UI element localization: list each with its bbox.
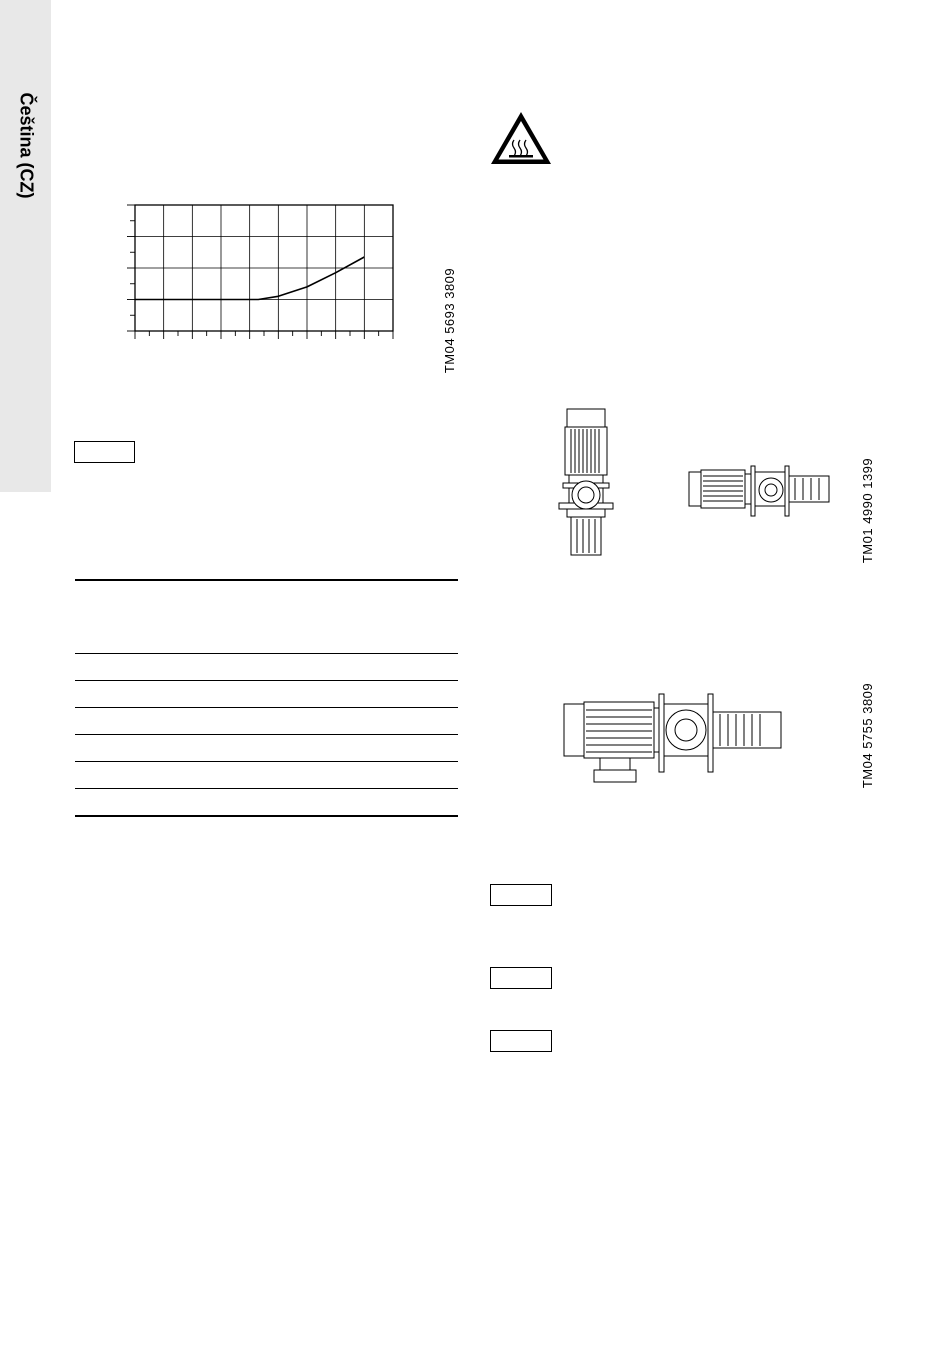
note-box: [74, 441, 135, 463]
language-side-tab: [0, 0, 51, 492]
table-row: [75, 707, 458, 708]
pump-vertical-icon: [553, 405, 613, 565]
pump-horizontal-figure-code: TM04 5755 3809: [860, 682, 876, 788]
note-box: [490, 1030, 552, 1052]
table-row: [75, 761, 458, 762]
language-label: Čeština (CZ): [16, 91, 37, 199]
note-box: [490, 967, 552, 989]
table-row: [75, 653, 458, 654]
pump-horizontal-large-icon: [560, 690, 790, 790]
pump-pair-figure-code: TM01 4990 1399: [860, 457, 876, 563]
table-bottom-rule: [75, 815, 458, 817]
line-chart: [120, 195, 420, 355]
table-row: [75, 680, 458, 681]
table-top-rule: [75, 579, 458, 581]
chart-figure-code: TM04 5693 3809: [442, 267, 458, 373]
note-box: [490, 884, 552, 906]
table-row: [75, 734, 458, 735]
table-row: [75, 788, 458, 789]
pump-horizontal-small-icon: [685, 460, 845, 520]
hot-surface-warning-icon: [489, 110, 553, 166]
